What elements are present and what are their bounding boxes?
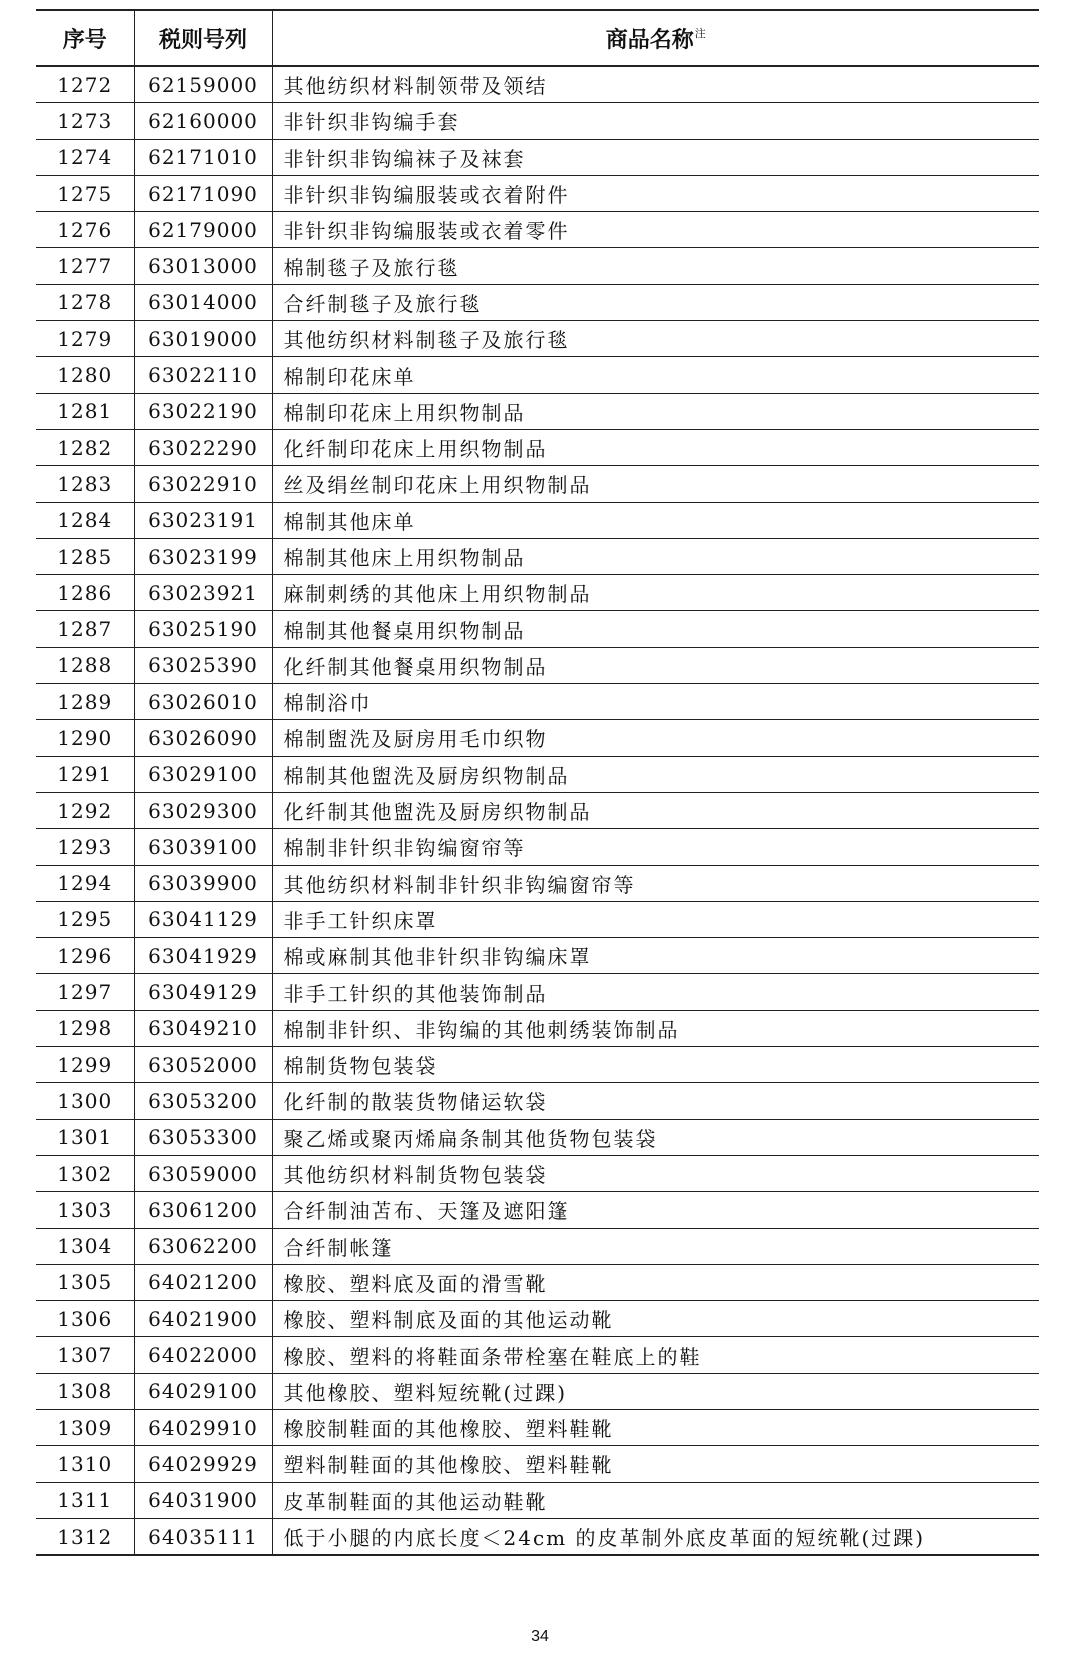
product-name-cell: 合纤制帐篷 [272, 1228, 1039, 1264]
seq-cell: 1293 [36, 829, 134, 865]
seq-cell: 1304 [36, 1228, 134, 1264]
table-row [36, 139, 1039, 175]
tariff-code-cell: 63052000 [134, 1047, 272, 1083]
product-name-cell: 非手工针织床罩 [272, 901, 1039, 937]
tariff-code-cell: 63022110 [134, 357, 272, 393]
table-row [36, 1228, 1039, 1264]
product-name-cell: 橡胶制鞋面的其他橡胶、塑料鞋靴 [272, 1409, 1039, 1445]
seq-cell: 1283 [36, 466, 134, 502]
table-row [36, 321, 1039, 357]
seq-cell: 1278 [36, 284, 134, 320]
table-row [36, 103, 1039, 139]
tariff-code-cell: 63029100 [134, 756, 272, 792]
product-name-cell: 非针织非钩编袜子及袜套 [272, 139, 1039, 175]
tariff-code-cell: 63019000 [134, 321, 272, 357]
table-row [36, 1155, 1039, 1191]
tariff-code-cell: 63013000 [134, 248, 272, 284]
seq-cell: 1305 [36, 1264, 134, 1300]
tariff-code-cell: 63061200 [134, 1192, 272, 1228]
product-name-cell: 橡胶、塑料的将鞋面条带栓塞在鞋底上的鞋 [272, 1337, 1039, 1373]
header-name [272, 10, 1039, 66]
table-row [36, 684, 1039, 720]
table-row [36, 284, 1039, 320]
seq-cell: 1296 [36, 938, 134, 974]
header-name-note: 注 [694, 26, 706, 40]
product-name-cell: 皮革制鞋面的其他运动鞋靴 [272, 1482, 1039, 1518]
table-row [36, 1301, 1039, 1337]
tariff-code-cell: 63049129 [134, 974, 272, 1010]
tariff-code-cell: 64021200 [134, 1264, 272, 1300]
product-name-cell: 棉制其他床上用织物制品 [272, 538, 1039, 574]
tariff-code-cell: 62179000 [134, 212, 272, 248]
seq-cell: 1297 [36, 974, 134, 1010]
tariff-code-cell: 63014000 [134, 284, 272, 320]
table-row [36, 1337, 1039, 1373]
tariff-code-cell: 63026010 [134, 684, 272, 720]
table-row [36, 792, 1039, 828]
table-row [36, 66, 1039, 103]
tariff-code-cell: 63023199 [134, 538, 272, 574]
table-row [36, 1518, 1039, 1555]
product-name-cell: 非针织非钩编服装或衣着附件 [272, 175, 1039, 211]
product-name-cell: 橡胶、塑料制底及面的其他运动靴 [272, 1301, 1039, 1337]
tariff-code-cell: 63062200 [134, 1228, 272, 1264]
product-name-cell: 麻制刺绣的其他床上用织物制品 [272, 575, 1039, 611]
seq-cell: 1295 [36, 901, 134, 937]
seq-cell: 1300 [36, 1083, 134, 1119]
table-row [36, 974, 1039, 1010]
tariff-code-cell: 62160000 [134, 103, 272, 139]
tariff-code-cell: 63039900 [134, 865, 272, 901]
tariff-code-cell: 63029300 [134, 792, 272, 828]
seq-cell: 1302 [36, 1155, 134, 1191]
table-row [36, 1010, 1039, 1046]
seq-cell: 1292 [36, 792, 134, 828]
product-name-cell: 橡胶、塑料底及面的滑雪靴 [272, 1264, 1039, 1300]
table-row [36, 538, 1039, 574]
seq-cell: 1308 [36, 1373, 134, 1409]
table-row [36, 1047, 1039, 1083]
tariff-code-cell: 63022910 [134, 466, 272, 502]
product-name-cell: 化纤制的散装货物储运软袋 [272, 1083, 1039, 1119]
tariff-code-cell: 64029929 [134, 1446, 272, 1482]
seq-cell: 1280 [36, 357, 134, 393]
product-name-cell: 合纤制毯子及旅行毯 [272, 284, 1039, 320]
table-row [36, 175, 1039, 211]
product-name-cell: 棉或麻制其他非针织非钩编床罩 [272, 938, 1039, 974]
product-name-cell: 棉制盥洗及厨房用毛巾织物 [272, 720, 1039, 756]
page-number: 34 [531, 1628, 549, 1645]
product-name-cell: 棉制非针织非钩编窗帘等 [272, 829, 1039, 865]
seq-cell: 1272 [36, 66, 134, 103]
product-name-cell: 非手工针织的其他装饰制品 [272, 974, 1039, 1010]
tariff-code-cell: 64021900 [134, 1301, 272, 1337]
seq-cell: 1291 [36, 756, 134, 792]
tariff-code-cell: 63059000 [134, 1155, 272, 1191]
seq-cell: 1310 [36, 1446, 134, 1482]
tariff-code-cell: 62171090 [134, 175, 272, 211]
table-row [36, 1446, 1039, 1482]
table-row [36, 575, 1039, 611]
tariff-code-cell: 63049210 [134, 1010, 272, 1046]
product-name-cell: 其他纺织材料制毯子及旅行毯 [272, 321, 1039, 357]
seq-cell: 1275 [36, 175, 134, 211]
seq-cell: 1287 [36, 611, 134, 647]
tariff-table [36, 9, 1039, 1556]
seq-cell: 1288 [36, 647, 134, 683]
seq-cell: 1307 [36, 1337, 134, 1373]
seq-cell: 1301 [36, 1119, 134, 1155]
tariff-code-cell: 63053200 [134, 1083, 272, 1119]
product-name-cell: 其他橡胶、塑料短统靴(过踝) [272, 1373, 1039, 1409]
tariff-code-cell: 63023921 [134, 575, 272, 611]
seq-cell: 1294 [36, 865, 134, 901]
tariff-code-cell: 63022290 [134, 429, 272, 465]
product-name-cell: 塑料制鞋面的其他橡胶、塑料鞋靴 [272, 1446, 1039, 1482]
table-row [36, 466, 1039, 502]
table-row [36, 1264, 1039, 1300]
seq-cell: 1299 [36, 1047, 134, 1083]
product-name-cell: 丝及绢丝制印花床上用织物制品 [272, 466, 1039, 502]
table-row [36, 829, 1039, 865]
product-name-cell: 棉制毯子及旅行毯 [272, 248, 1039, 284]
seq-cell: 1303 [36, 1192, 134, 1228]
table-row [36, 248, 1039, 284]
tariff-code-cell: 64022000 [134, 1337, 272, 1373]
seq-cell: 1281 [36, 393, 134, 429]
tariff-code-cell: 63026090 [134, 720, 272, 756]
tariff-code-cell: 64031900 [134, 1482, 272, 1518]
seq-cell: 1309 [36, 1409, 134, 1445]
seq-cell: 1276 [36, 212, 134, 248]
table-row [36, 1373, 1039, 1409]
table-row [36, 393, 1039, 429]
table-row [36, 647, 1039, 683]
seq-cell: 1298 [36, 1010, 134, 1046]
tariff-code-cell: 64029100 [134, 1373, 272, 1409]
tariff-code-cell: 63041129 [134, 901, 272, 937]
seq-cell: 1286 [36, 575, 134, 611]
product-name-cell: 其他纺织材料制非针织非钩编窗帘等 [272, 865, 1039, 901]
product-name-cell: 合纤制油苫布、天篷及遮阳篷 [272, 1192, 1039, 1228]
product-name-cell: 化纤制其他盥洗及厨房织物制品 [272, 792, 1039, 828]
seq-cell: 1284 [36, 502, 134, 538]
seq-cell: 1285 [36, 538, 134, 574]
tariff-code-cell: 63041929 [134, 938, 272, 974]
tariff-code-cell: 62159000 [134, 66, 272, 103]
table-row [36, 865, 1039, 901]
header-name-label: 商品名称 [605, 27, 694, 53]
tariff-code-cell: 63053300 [134, 1119, 272, 1155]
tariff-code-cell: 63022190 [134, 393, 272, 429]
table-row [36, 1409, 1039, 1445]
product-name-cell: 棉制其他床单 [272, 502, 1039, 538]
table-row [36, 611, 1039, 647]
seq-cell: 1277 [36, 248, 134, 284]
product-name-cell: 非针织非钩编手套 [272, 103, 1039, 139]
table-row [36, 901, 1039, 937]
tariff-code-cell: 62171010 [134, 139, 272, 175]
product-name-cell: 聚乙烯或聚丙烯扁条制其他货物包装袋 [272, 1119, 1039, 1155]
header-code: 税则号列 [134, 10, 272, 66]
table-row [36, 357, 1039, 393]
seq-cell: 1312 [36, 1518, 134, 1555]
table-row [36, 1083, 1039, 1119]
seq-cell: 1306 [36, 1301, 134, 1337]
seq-cell: 1311 [36, 1482, 134, 1518]
table-row [36, 502, 1039, 538]
tariff-code-cell: 63039100 [134, 829, 272, 865]
product-name-cell: 低于小腿的内底长度＜24cm 的皮革制外底皮革面的短统靴(过踝) [272, 1518, 1039, 1555]
seq-cell: 1289 [36, 684, 134, 720]
tariff-code-cell: 63025190 [134, 611, 272, 647]
header-seq: 序号 [36, 10, 134, 66]
seq-cell: 1273 [36, 103, 134, 139]
table-header [36, 10, 1039, 66]
seq-cell: 1279 [36, 321, 134, 357]
product-name-cell: 化纤制其他餐桌用织物制品 [272, 647, 1039, 683]
table-row [36, 1192, 1039, 1228]
tariff-code-cell: 63023191 [134, 502, 272, 538]
seq-cell: 1282 [36, 429, 134, 465]
header-row [36, 10, 1039, 66]
table-row [36, 212, 1039, 248]
product-name-cell: 棉制非针织、非钩编的其他刺绣装饰制品 [272, 1010, 1039, 1046]
table-row [36, 938, 1039, 974]
tariff-table-container [36, 9, 1039, 1556]
product-name-cell: 非针织非钩编服装或衣着零件 [272, 212, 1039, 248]
product-name-cell: 化纤制印花床上用织物制品 [272, 429, 1039, 465]
table-row [36, 429, 1039, 465]
table-body [36, 66, 1039, 1555]
product-name-cell: 棉制其他盥洗及厨房织物制品 [272, 756, 1039, 792]
table-row [36, 1119, 1039, 1155]
product-name-cell: 棉制货物包装袋 [272, 1047, 1039, 1083]
product-name-cell: 棉制其他餐桌用织物制品 [272, 611, 1039, 647]
tariff-code-cell: 63025390 [134, 647, 272, 683]
table-row [36, 756, 1039, 792]
table-row [36, 720, 1039, 756]
tariff-code-cell: 64029910 [134, 1409, 272, 1445]
table-row [36, 1482, 1039, 1518]
product-name-cell: 棉制浴巾 [272, 684, 1039, 720]
product-name-cell: 其他纺织材料制领带及领结 [272, 66, 1039, 103]
product-name-cell: 其他纺织材料制货物包装袋 [272, 1155, 1039, 1191]
seq-cell: 1274 [36, 139, 134, 175]
product-name-cell: 棉制印花床单 [272, 357, 1039, 393]
tariff-code-cell: 64035111 [134, 1518, 272, 1555]
seq-cell: 1290 [36, 720, 134, 756]
product-name-cell: 棉制印花床上用织物制品 [272, 393, 1039, 429]
